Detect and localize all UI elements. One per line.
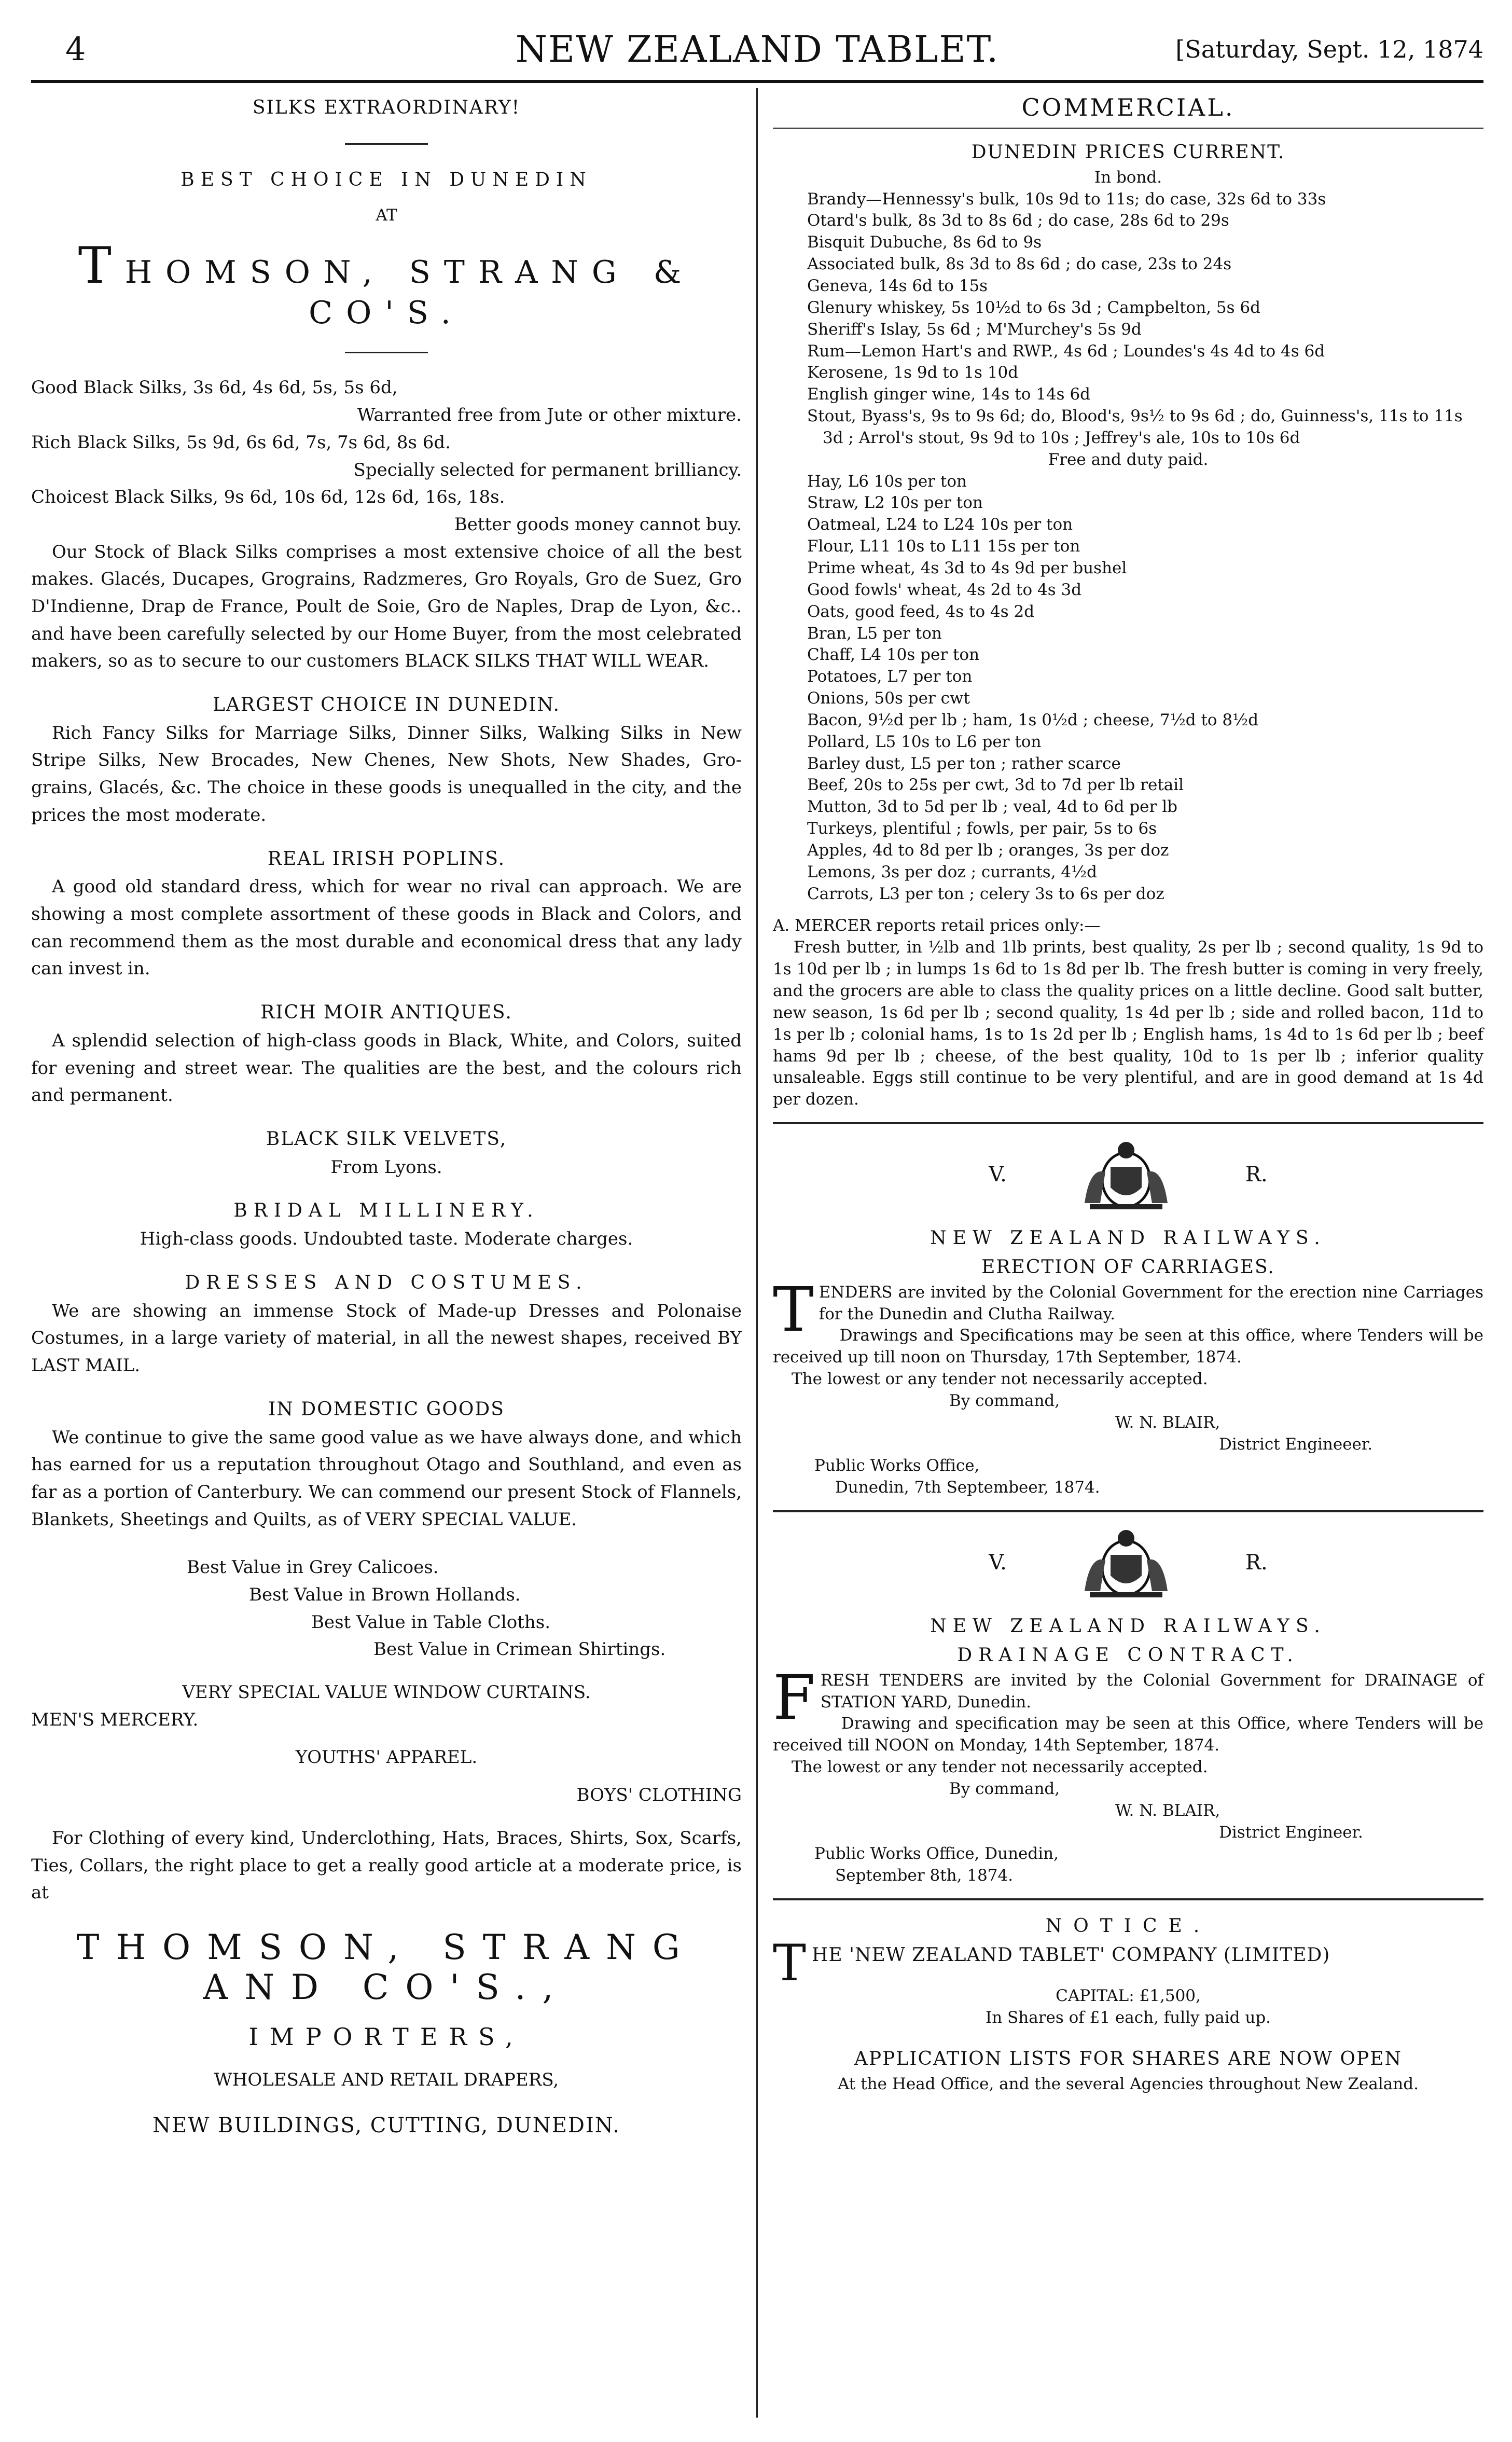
millinery-heading: BRIDAL MILLINERY. [233,1200,539,1222]
firm-full-name: THOMSON, STRANG AND CO'S., [76,1927,697,2007]
ad-dropcap: T [773,1273,814,1345]
free-price-list [773,471,1483,905]
price-item: Onions, 50s per cwt [807,689,970,708]
address-line: NEW BUILDINGS, CUTTING, DUNEDIN. [152,2113,620,2137]
ad-office-date: September 8th, 1874. [835,1866,1014,1885]
poplins-heading: REAL IRISH POPLINS. [267,848,506,870]
notice-capital: CAPITAL: £1,500, [1056,1986,1201,2006]
right-column [773,93,1483,2418]
value-list [31,1554,742,1663]
silk-price-note: Better goods money cannot buy. [454,514,742,535]
railways-carriages-ad [773,1136,1483,1499]
silk-price-note: Specially selected for permanent brilliancy. [353,459,742,480]
issue-date: [Saturday, Sept. 12, 1874 [1175,35,1483,63]
section-rule [773,1510,1483,1512]
ad-title: NEW ZEALAND RAILWAYS. [930,1227,1326,1249]
price-item: Bacon, 9½d per lb ; ham, 1s 0½d ; cheese, 7½d to 8½d [807,710,1259,729]
notice-line [773,1934,1483,1992]
notice-shares: In Shares of £1 each, fully paid up. [985,2008,1271,2027]
commercial-heading: COMMERCIAL. [1021,93,1235,121]
firm-dropcap: T [78,237,125,295]
silk-price-line: Rich Black Silks, 5s 9d, 6s 6d, 7s, 7s 6d, 8s 6d. [31,432,451,453]
ad-body [773,1661,1483,1733]
price-item: Turkeys, plentiful ; fowls, per pair, 5s to 6s [807,819,1157,838]
price-item: Oatmeal, L24 to L24 10s per ton [807,515,1073,534]
firm-name [31,237,742,331]
price-item: Brandy—Hennessy's bulk, 10s 9d to 11s; do case, 32s 6d to 33s [807,189,1326,209]
notice-dropcap: T [773,1934,807,1992]
royal-crest-row [773,1524,1483,1602]
newspaper-page [31,16,1483,2423]
price-item: Lemons, 3s per doz ; currants, 4½d [807,862,1098,881]
ad-paragraph: The lowest or any tender not necessarily accepted. [792,1370,1208,1389]
railways-drainage-ad [773,1524,1483,1887]
velvets-subheading: From Lyons. [330,1156,442,1178]
price-item: Chaff, L4 10s per ton [807,645,980,665]
price-item: Stout, Byass's, 9s to 9s 6d; do, Blood's, 9s½ to 9s 6d ; do, Guinness's, 11s to 11s 3d ; Arrol's stout, 9s 9d to 10s ; Jeffrey's ale, 10s to 10s 6d [807,407,1463,447]
value-item: Best Value in Brown Hollands. [249,1584,521,1606]
best-choice-heading: BEST CHOICE IN DUNEDIN [181,169,592,190]
divider-rule [345,352,428,353]
ad-paragraph: RESH TENDERS are invited by the Colonial Government for DRAINAGE of STATION YARD, Dunedin. [820,1671,1483,1712]
dresses-paragraph: We are showing an immense Stock of Made-up Dresses and Polonaise Costumes, in a large variety of material, in all the newest shapes, received BY LAST MAIL. [31,1300,742,1376]
price-item: Barley dust, L5 per ton ; rather scarce [807,754,1121,773]
largest-choice-paragraph: Rich Fancy Silks for Marriage Silks, Dinner Silks, Walking Silks in New Stripe Silks, New Brocades, New Chenes, New Shots, New Shades, Gro-grains, Glacés, &c. The choice in these goods is unequalled in the city, and the prices the most moderate. [31,722,742,825]
ad-office: Public Works Office, Dunedin, [814,1844,1059,1864]
bond-price-list [773,189,1483,449]
ad-subtitle: DRAINAGE CONTRACT. [957,1644,1299,1666]
royal-coat-of-arms-icon [1069,1136,1183,1213]
firm-name-rest: HOMSON, STRANG & CO'S. [124,254,695,332]
column-divider [756,88,758,2418]
section-rule [773,1122,1483,1124]
crest-r-letter: R. [1245,1163,1268,1187]
price-item: Apples, 4d to 8d per lb ; oranges, 3s per doz [807,840,1169,860]
crest-v-letter: V. [989,1163,1007,1187]
importers-line: IMPORTERS, [248,2022,524,2051]
largest-choice-heading: LARGEST CHOICE IN DUNEDIN. [213,694,560,715]
price-item: Bisquit Dubuche, 8s 6d to 9s [807,233,1042,252]
mercery-line: MEN'S MERCERY. [31,1709,199,1730]
divider-rule [345,143,428,145]
ad-paragraph: Drawings and Specifications may be seen at this office, where Tenders will be received up till noon on Thursday, 17th September, 1874. [773,1326,1483,1367]
mercer-intro: A. MERCER reports retail prices only:— [773,916,1101,935]
prices-heading: DUNEDIN PRICES CURRENT. [971,142,1285,163]
ad-by-command: By command, [949,1391,1060,1410]
ad-subtitle: ERECTION OF CARRIAGES. [981,1256,1275,1278]
royal-crest-row [773,1136,1483,1213]
clothing-paragraph: For Clothing of every kind, Underclothing, Hats, Braces, Shirts, Sox, Scarfs, Ties, Collars, the right place to get a really good article at a moderate price, is at [31,1827,742,1903]
masthead [31,16,1483,78]
price-item: Pollard, L5 10s to L6 per ton [807,732,1042,751]
ad-office-date: Dunedin, 7th Septembeer, 1874. [835,1478,1100,1497]
price-item: English ginger wine, 14s to 14s 6d [807,385,1091,404]
newspaper-title: NEW ZEALAND TABLET. [515,28,1000,71]
curtains-line: VERY SPECIAL VALUE WINDOW CURTAINS. [182,1682,591,1703]
price-item: Good fowls' wheat, 4s 2d to 4s 3d [807,580,1082,599]
divider-rule [773,128,1483,129]
stock-paragraph: Our Stock of Black Silks comprises a most extensive choice of all the best makes. Glacés, Ducapes, Grograins, Radzmeres, Gro Royals, Gro de Suez, Gro D'Indienne, Drap de France, Poult de Soie, Gro de Naples, Drap de Lyon, &c.. and have been carefully selected by our Home Buyer, from the most celebrated makers, so as to secure to our customers BLACK SILKS THAT WILL WEAR. [31,541,742,672]
domestic-heading: IN DOMESTIC GOODS [268,1398,505,1420]
notice-company-name: HE 'NEW ZEALAND TABLET' COMPANY (LIMITED) [812,1944,1330,1966]
price-item: Flour, L11 10s to L11 15s per ton [807,537,1080,556]
ad-paragraph: The lowest or any tender not necessarily accepted. [792,1758,1208,1777]
price-item: Bran, L5 per ton [807,624,942,643]
poplins-paragraph: A good old standard dress, which for wear no rival can approach. We are showing a most complete assortment of these goods in Black and Colors, and can recommend them as the most durable and economical dress that any lady can invest in. [31,876,742,979]
silk-price-line: Good Black Silks, 3s 6d, 4s 6d, 5s, 5s 6d, [31,377,398,398]
free-duty-label: Free and duty paid. [1048,450,1209,469]
ad-signer-title: District Engineer. [1219,1823,1363,1842]
in-bond-label: In bond. [1094,168,1162,187]
notice-office: At the Head Office, and the several Agencies throughout New Zealand. [838,2074,1419,2093]
velvets-heading: BLACK SILK VELVETS, [266,1128,507,1150]
value-item: Best Value in Grey Calicoes. [187,1557,439,1578]
notice-application: APPLICATION LISTS FOR SHARES ARE NOW OPEN [854,2048,1403,2070]
section-rule [773,1898,1483,1900]
masthead-rule [31,80,1483,83]
left-column [31,93,742,2418]
price-item: Oats, good feed, 4s to 4s 2d [807,602,1035,621]
silk-price-note: Warranted free from Jute or other mixture. [357,405,742,426]
dresses-heading: DRESSES AND COSTUMES. [185,1272,588,1293]
ad-title: NEW ZEALAND RAILWAYS. [930,1616,1326,1637]
crest-v-letter: V. [989,1551,1007,1575]
company-notice [773,1912,1483,2095]
silks-heading: SILKS EXTRAORDINARY! [252,97,521,118]
price-item: Rum—Lemon Hart's and RWP., 4s 6d ; Loundes's 4s 4d to 4s 6d [807,341,1325,361]
notice-heading: NOTICE. [1045,1915,1211,1937]
price-item: Sheriff's Islay, 5s 6d ; M'Murchey's 5s 9d [807,320,1142,339]
silk-price-line: Choicest Black Silks, 9s 6d, 10s 6d, 12s 6d, 16s, 18s. [31,487,505,508]
millinery-subheading: High-class goods. Undoubted taste. Moderate charges. [140,1229,633,1250]
mercer-paragraph: Fresh butter, in ½lb and 1lb prints, best quality, 2s per lb ; second quality, 1s 9d to 1s 10d per lb ; in lumps 1s 6d to 1s 8d per lb. The fresh butter is coming in very freely, and the grocers are able to class the quality prices on a little decline. Good salt butter, new season, 1s 6d per lb ; second quality, 1s 4d per lb ; side and rolled bacon, 11d to 1s per lb ; colonial hams, 1s to 1s 2d per lb ; English hams, 1s 4d to 1s 6d per lb ; beef hams 9d per lb ; cheese, of the best quality, 10d to 1s per lb ; inferior quality unsaleable. Eggs still continue to be very plentiful, and are in good demand at 1s 4d per dozen. [773,938,1483,1109]
ad-signer: W. N. BLAIR, [1115,1413,1220,1432]
boys-line: BOYS' CLOTHING [576,1785,742,1806]
ad-signer: W. N. BLAIR, [1115,1801,1220,1820]
ad-dropcap: F [773,1661,815,1733]
ad-paragraph: Drawing and specification may be seen at this Office, where Tenders will be received till NOON on Monday, 14th September, 1874. [773,1714,1483,1755]
ad-by-command: By command, [949,1779,1060,1798]
ad-paragraph: ENDERS are invited by the Colonial Government for the erection nine Carriages for the Dunedin and Clutha Railway. [819,1282,1483,1323]
wholesale-line: WHOLESALE AND RETAIL DRAPERS, [214,2069,559,2090]
price-item: Straw, L2 10s per ton [807,493,983,513]
page-number: 4 [65,30,86,68]
at-label: AT [376,205,397,225]
ad-signer-title: District Engineeer. [1219,1434,1373,1454]
price-item: Geneva, 14s 6d to 15s [807,277,988,296]
price-item: Glenury whiskey, 5s 10½d to 6s 3d ; Campbelton, 5s 6d [807,298,1260,317]
ad-body [773,1273,1483,1345]
price-item: Mutton, 3d to 5d per lb ; veal, 4d to 6d per lb [807,797,1177,817]
value-item: Best Value in Crimean Shirtings. [373,1639,666,1660]
price-item: Associated bulk, 8s 3d to 8s 6d ; do case, 23s to 24s [807,255,1232,274]
crest-r-letter: R. [1245,1551,1268,1575]
royal-coat-of-arms-icon [1069,1524,1183,1602]
price-item: Beef, 20s to 25s per cwt, 3d to 7d per lb retail [807,776,1184,795]
domestic-paragraph: We continue to give the same good value as we have always done, and which has earned for us a reputation throughout Otago and Southland, and even as far as a portion of Canterbury. We can commend our present Stock of Flannels, Blankets, Sheetings and Quilts, as of VERY SPECIAL VALUE. [31,1427,742,1530]
price-item: Potatoes, L7 per ton [807,667,973,686]
ad-office: Public Works Office, [814,1456,980,1475]
price-item: Prime wheat, 4s 3d to 4s 9d per bushel [807,558,1127,577]
price-item: Kerosene, 1s 9d to 1s 10d [807,363,1019,382]
moir-paragraph: A splendid selection of high-class goods in Black, White, and Colors, suited for evening and street wear. The qualities are the best, and the colours rich and permanent. [31,1030,742,1106]
price-item: Carrots, L3 per ton ; celery 3s to 6s per doz [807,884,1164,903]
youths-line: YOUTHS' APPAREL. [295,1747,478,1768]
price-item: Otard's bulk, 8s 3d to 8s 6d ; do case, 28s 6d to 29s [807,211,1229,230]
silk-price-list [31,374,742,538]
moir-heading: RICH MOIR ANTIQUES. [260,1002,512,1024]
value-item: Best Value in Table Cloths. [311,1611,551,1633]
price-item: Hay, L6 10s per ton [807,472,967,491]
